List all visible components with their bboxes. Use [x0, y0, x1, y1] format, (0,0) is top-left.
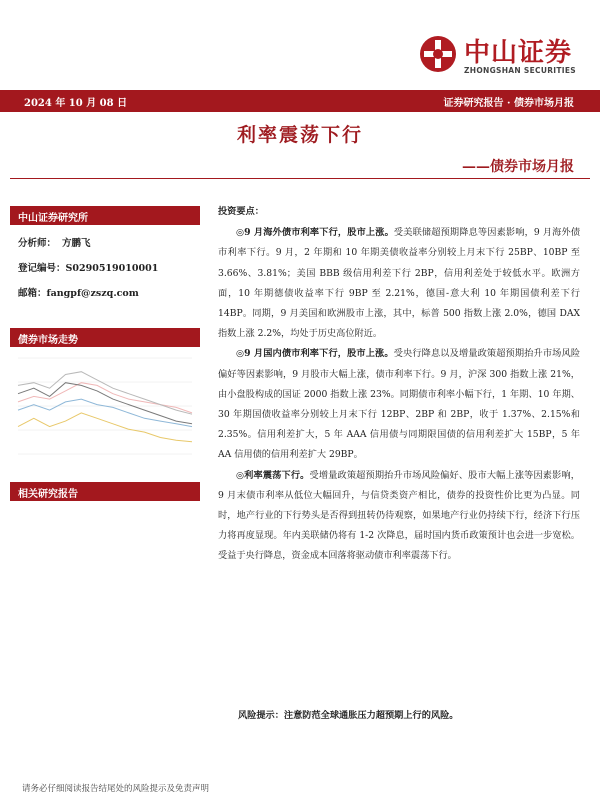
registration-line [18, 260, 158, 274]
disclaimer-footer: 请务必仔细阅读报告结尾处的风险提示及免责声明 [22, 784, 210, 794]
summary-heading: 投资要点： [218, 206, 264, 217]
logo-emblem-icon [418, 34, 458, 74]
header-bar [0, 90, 600, 112]
institute-heading [10, 206, 200, 225]
point-3-body: 受增量政策超预期抬升市场风险偏好、股市大幅上涨等因素影响，9 月末债市利率从低位大幅回升，与信贷类资产相比，债券的投资性价比更为凸显。同时，地产行业的下行势头是否得到扭转仍待观察，如果地产行业仍持续下行，经济下行压力将再度显现。年内美联储仍将有 1-2 次降息，届时国内货币政策预计也会进一步宽松。受益于央行降息，资金成本回落将驱动债市利率震荡下行。 [218, 469, 580, 562]
chart-line-series-2 [18, 399, 192, 427]
logo-english-text: ZHONGSHAN SECURITIES [464, 66, 577, 75]
company-logo [418, 30, 588, 84]
report-subtitle: ——债券市场月报 [462, 159, 574, 175]
analyst-name: 方鹏飞 [62, 238, 91, 249]
point-2-body: 受央行降息以及增量政策超预期抬升市场风险偏好等因素影响，9 月股市大幅上涨，债市利率下行。9 月，沪深 300 指数上涨 21%，由小盘股构成的国证 2000 指数上涨 23%。同期债市利率小幅下行，1 年期、10 年期、30 年期国债收益率分别较上月末下行 12BP、2BP 和 2BP，收于 1.37%、2.15%和 2.35%。信用利差扩大，5 年 AAA 信用债与同期限国债的信用利差扩大 15BP，5 年 AA 信用债的信用利差扩大 29BP。 [218, 348, 581, 461]
registration-number: S0290519010001 [65, 263, 159, 274]
email-line [18, 285, 139, 299]
logo-chinese-text: 中山证券 [464, 38, 573, 68]
chart-section-heading [10, 328, 200, 347]
report-title: 利率震荡下行 [236, 124, 363, 146]
report-date: 2024 年 10 月 08 日 [24, 98, 128, 109]
email-label: 邮箱： [18, 288, 47, 299]
institute-heading-text: 中山证券研究所 [18, 213, 88, 224]
summary-point-2 [218, 344, 580, 465]
analyst-line [18, 235, 91, 249]
chart-line-series-5 [18, 383, 192, 424]
summary-point-1 [218, 223, 580, 344]
related-reports-heading [10, 482, 200, 501]
related-reports-heading-text: 相关研究报告 [18, 489, 78, 500]
investment-summary [218, 202, 580, 567]
analyst-label: 分析师： [18, 238, 57, 249]
report-type: 证券研究报告 · 债券市场月报 [443, 98, 574, 109]
registration-label: 登记编号： [18, 263, 66, 274]
point-3-lead: ◎利率震荡下行。 [236, 469, 310, 481]
bond-market-chart [12, 352, 198, 464]
risk-warning: 风险提示：注意防范全球通胀压力超预期上行的风险。 [238, 710, 459, 721]
chart-section-heading-text: 债券市场走势 [18, 335, 78, 346]
point-2-lead: ◎9 月国内债市利率下行，股市上涨。 [236, 348, 394, 360]
title-divider [10, 178, 590, 179]
point-1-lead: ◎9 月海外债市利率下行，股市上涨。 [236, 227, 394, 239]
point-1-body: 受美联储超预期降息等因素影响，9 月海外债市利率下行。9 月，2 年期和 10 年期美债收益率分别较上月末下行 25BP、10BP 至 3.66%、3.81%；美国 BBB 级信用利差下行 2BP，信用利差处于较低水平。欧洲方面，10 年期德债收益率下行 9BP 至 2.21%，德国-意大利 10 年期国债利差下行 14BP。同期，9 月美国和欧洲股市上涨，其中，标普 500 指数上涨 2.0%，德国 DAX 指数上涨 2.2%，均处于历史高位附近。 [218, 227, 581, 340]
summary-point-3 [218, 466, 580, 567]
email-address[interactable]: fangpf@zszq.com [46, 288, 139, 299]
